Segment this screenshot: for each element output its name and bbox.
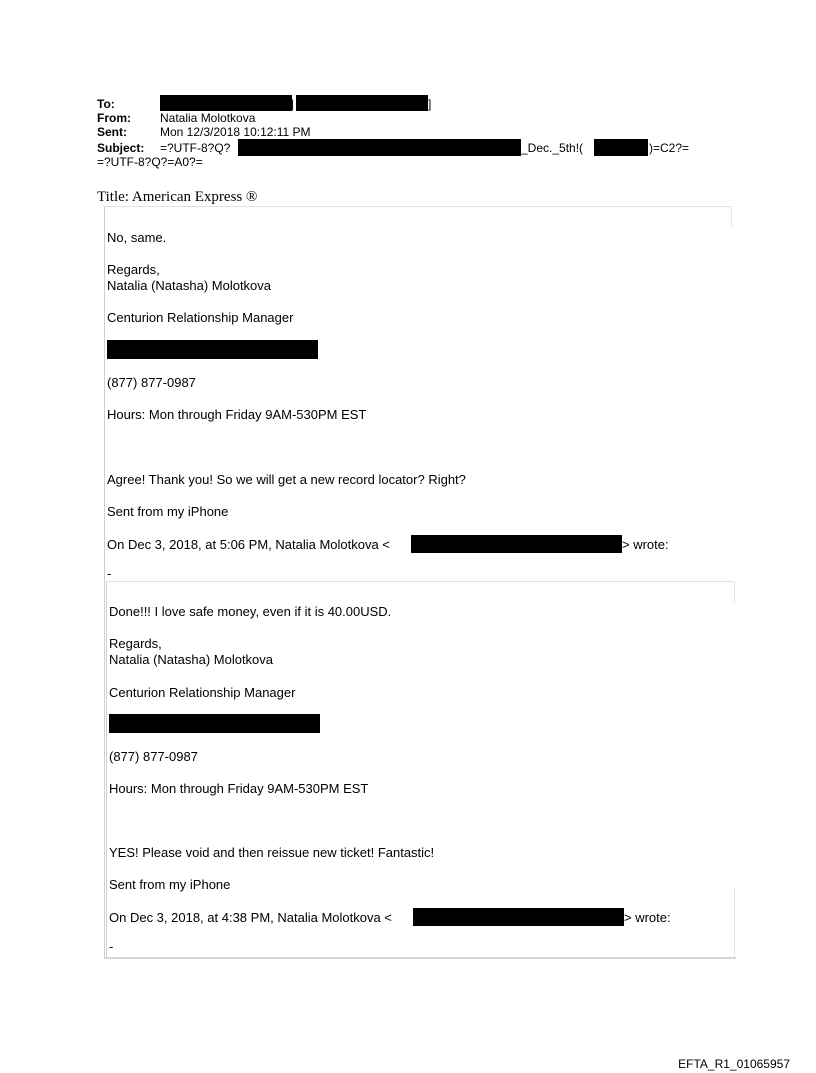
- redaction-subject-2: [594, 139, 648, 156]
- reply-text: Done!!! I love safe money, even if it is 40.00USD.: [109, 604, 392, 619]
- sender-role: Centurion Relationship Manager: [109, 685, 296, 700]
- separator-dash: -: [109, 939, 114, 954]
- sender-role: Centurion Relationship Manager: [107, 310, 294, 325]
- redaction-subject-1: [238, 139, 521, 156]
- redaction-email-address: [413, 908, 624, 926]
- phone-number: (877) 877-0987: [107, 375, 196, 390]
- phone-number: (877) 877-0987: [109, 749, 198, 764]
- inner-frame-right-lower: [734, 888, 735, 957]
- sent-from-device: Sent from my iPhone: [107, 504, 229, 519]
- from-label: From:: [97, 111, 131, 125]
- sender-name: Natalia (Natasha) Molotkova: [107, 278, 272, 293]
- inner-frame-left-line: [106, 581, 107, 957]
- inner-frame-top-line: [106, 581, 734, 582]
- quoted-reply: YES! Please void and then reissue new ticket! Fantastic!: [109, 845, 435, 860]
- frame-top-line: [104, 206, 732, 207]
- frame-right-stub: [731, 206, 732, 228]
- wrote-suffix: > wrote:: [622, 537, 669, 552]
- title-line: Title: American Express ®: [97, 189, 258, 205]
- sent-label: Sent:: [97, 125, 127, 139]
- frame-left-line: [104, 206, 105, 958]
- subject-mid: _Dec._5th!(: [521, 141, 584, 155]
- redaction-signature: [109, 714, 320, 733]
- from-value: Natalia Molotkova: [160, 111, 256, 125]
- subject-start: =?UTF-8?Q?: [160, 141, 231, 155]
- regards-text: Regards,: [107, 262, 160, 277]
- quoted-reply: Agree! Thank you! So we will get a new record locator? Right?: [107, 472, 466, 487]
- reply-text: No, same.: [107, 230, 167, 245]
- wrote-suffix: > wrote:: [624, 910, 671, 925]
- office-hours: Hours: Mon through Friday 9AM-530PM EST: [109, 781, 369, 796]
- inner-frame-right-stub: [734, 581, 735, 603]
- wrote-prefix: On Dec 3, 2018, at 4:38 PM, Natalia Molotkova <: [109, 910, 392, 925]
- sent-value: Mon 12/3/2018 10:12:11 PM: [160, 125, 311, 139]
- redaction-email-address: [411, 535, 622, 553]
- sender-name: Natalia (Natasha) Molotkova: [109, 652, 274, 667]
- subject-line-2: =?UTF-8?Q?=A0?=: [97, 155, 203, 169]
- to-bracket-end: ]: [428, 97, 432, 111]
- wrote-prefix: On Dec 3, 2018, at 5:06 PM, Natalia Molotkova <: [107, 537, 390, 552]
- document-id: EFTA_R1_01065957: [678, 1057, 790, 1071]
- redaction-to-1: [160, 95, 295, 111]
- office-hours: Hours: Mon through Friday 9AM-530PM EST: [107, 407, 367, 422]
- frame-bottom-line: [104, 957, 736, 959]
- redaction-signature: [107, 340, 318, 359]
- redaction-to-2: [296, 95, 428, 111]
- separator-dash: -: [107, 566, 112, 581]
- subject-label: Subject:: [97, 141, 145, 155]
- regards-text: Regards,: [109, 636, 162, 651]
- sent-from-device: Sent from my iPhone: [109, 877, 231, 892]
- subject-end: )=C2?=: [649, 141, 690, 155]
- to-separator: |: [291, 97, 295, 111]
- to-label: To:: [97, 97, 115, 111]
